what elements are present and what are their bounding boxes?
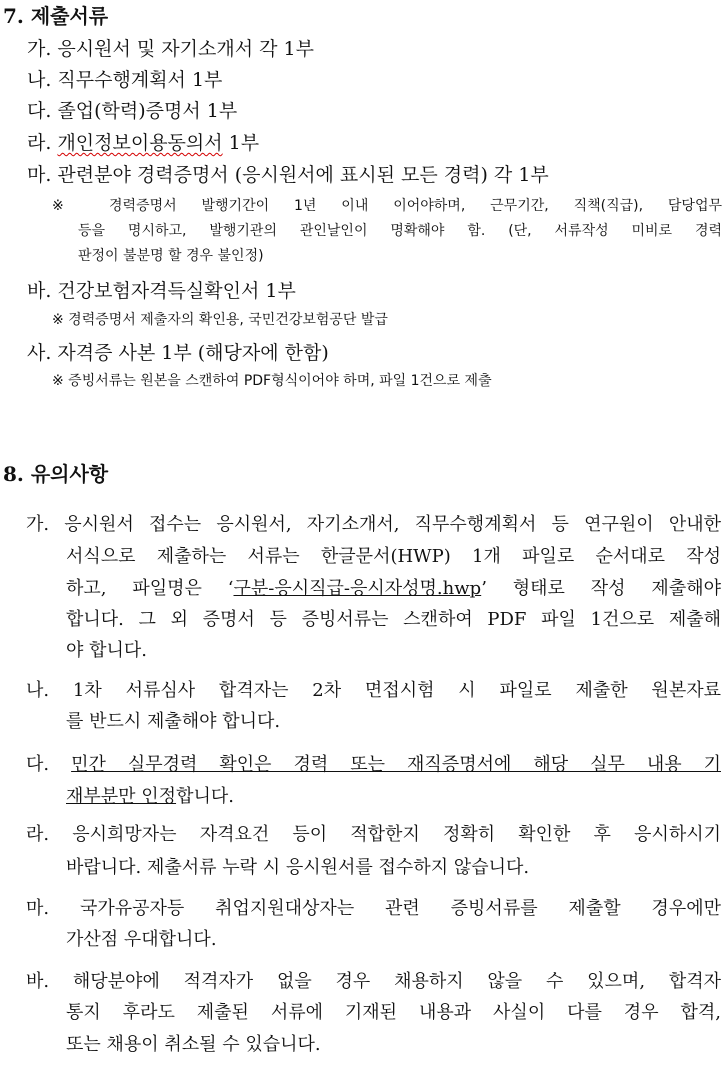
item-8-ma-line-1: 마. 국가유공자등 취업지원대상자는 관련 증빙서류를 제출할 경우에만 bbox=[26, 898, 721, 919]
item-8-da-line-2 bbox=[66, 782, 721, 808]
item-8-ga-line-4: 합니다. 그 외 증명서 등 증빙서류는 스캔하여 PDF 파일 1건으로 제출해 bbox=[66, 609, 721, 630]
item-7-ma-note-line-2: 등을 명시하고, 발행기관의 관인날인이 명확해야 함. (단, 서류작성 미비로 경력 bbox=[78, 223, 722, 239]
item-8-ba-line-1: 바. 해당분야에 적격자가 없을 경우 채용하지 않을 수 있으며, 합격자 bbox=[26, 971, 721, 992]
item-8-da-prefix: 다. bbox=[26, 754, 72, 775]
item-7-ma: 마. 관련분야 경력증명서 (응시원서에 표시된 모든 경력) 각 1부 bbox=[27, 164, 549, 186]
item-7-ra-suffix: 1부 bbox=[222, 132, 260, 154]
item-8-ga-line-1: 가. 응시원서 접수는 응시원서, 자기소개서, 직무수행계획서 등 연구원이 안내한 bbox=[26, 514, 721, 535]
item-7-na: 나. 직무수행계획서 1부 bbox=[27, 69, 223, 91]
item-8-da-underlined-2: 재부분만 인정 bbox=[66, 786, 177, 807]
filename-format-underlined: 구분-응시직급-응시자성명.hwp bbox=[233, 578, 482, 599]
item-8-ba-line-3: 또는 채용이 취소될 수 있습니다. bbox=[66, 1034, 321, 1055]
item-8-da-underlined-1: 민간 실무경력 확인은 경력 또는 재직증명서에 해당 실무 내용 기 bbox=[71, 754, 721, 775]
item-8-da-suffix: 합니다. bbox=[176, 786, 234, 807]
item-7-ma-note-line-3: 판정이 불분명 할 경우 불인정) bbox=[78, 248, 264, 264]
item-7-ga: 가. 응시원서 및 자기소개서 각 1부 bbox=[27, 38, 314, 60]
item-8-ga-line-3 bbox=[66, 574, 721, 600]
item-8-ga-line-3-prefix: 하고, 파일명은 ‘ bbox=[66, 578, 234, 599]
item-7-sa: 사. 자격증 사본 1부 (해당자에 한함) bbox=[27, 342, 329, 364]
item-8-ma-line-2: 가산점 우대합니다. bbox=[66, 929, 217, 950]
item-7-sa-note: ※ 증빙서류는 원본을 스캔하여 PDF형식이어야 하며, 파일 1건으로 제출 bbox=[52, 373, 492, 389]
section-7-heading: 7. 제출서류 bbox=[3, 4, 109, 28]
item-7-ba-note: ※ 경력증명서 제출자의 확인용, 국민건강보험공단 발급 bbox=[52, 312, 388, 328]
item-7-ra bbox=[27, 128, 259, 155]
item-7-da: 다. 졸업(학력)증명서 1부 bbox=[27, 100, 238, 122]
item-8-na-line-2: 를 반드시 제출해야 합니다. bbox=[66, 711, 281, 732]
item-8-ra-line-2: 바랍니다. 제출서류 누락 시 응시원서를 접수하지 않습니다. bbox=[66, 857, 530, 878]
item-8-ra-line-1: 라. 응시희망자는 자격요건 등이 적합한지 정확히 확인한 후 응시하시기 bbox=[26, 824, 721, 845]
item-8-ga-line-2: 서식으로 제출하는 서류는 한글문서(HWP) 1개 파일로 순서대로 작성 bbox=[66, 546, 721, 567]
item-8-ga-line-5: 야 합니다. bbox=[66, 640, 147, 661]
item-7-ba: 바. 건강보험자격득실확인서 1부 bbox=[27, 280, 296, 302]
item-7-ra-prefix: 라. bbox=[27, 132, 58, 154]
item-8-ba-line-2: 통지 후라도 제출된 서류에 기재된 내용과 사실이 다를 경우 합격, bbox=[66, 1002, 721, 1023]
item-8-ga-line-3-suffix: ’ 형태로 작성 제출해야 bbox=[481, 578, 721, 599]
item-7-ma-note-line-1: ※ 경력증명서 발행기간이 1년 이내 이어야하며, 근무기간, 직책(직급), 담당업무 bbox=[52, 198, 722, 214]
item-8-da-line-1 bbox=[26, 750, 721, 776]
item-7-ra-spellcheck-text: 개인정보이용동의서 bbox=[57, 132, 223, 154]
section-8-heading: 8. 유의사항 bbox=[3, 462, 109, 486]
item-8-na-line-1: 나. 1차 서류심사 합격자는 2차 면접시험 시 파일로 제출한 원본자료 bbox=[26, 680, 721, 701]
